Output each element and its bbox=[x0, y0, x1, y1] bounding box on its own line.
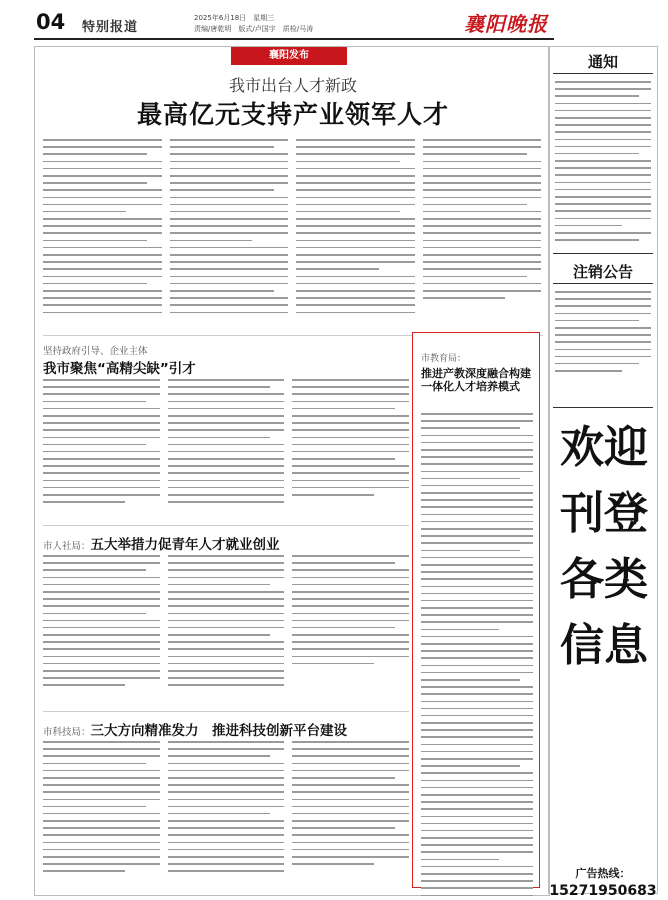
boxed-kicker: 市教育局： bbox=[421, 354, 467, 364]
article3-title: 五大举措力促青年人才就业创业 bbox=[90, 537, 280, 553]
article3-kicker: 市人社局： bbox=[43, 541, 91, 552]
issue-date: 2025年6月18日 星期三 bbox=[194, 14, 275, 22]
lead-body bbox=[43, 139, 541, 325]
newspaper-logo: 襄阳晚报 bbox=[464, 12, 548, 36]
article2-headline: 我市聚焦“高精尖缺”引才 bbox=[43, 361, 196, 377]
notice-body bbox=[555, 81, 651, 246]
article4-body bbox=[43, 741, 409, 891]
cancellation-body bbox=[555, 291, 651, 377]
article4-kicker: 市科技局： bbox=[43, 727, 91, 738]
divider bbox=[43, 711, 409, 712]
article4-title: 三大方向精准发力 推进科技创新平台建设 bbox=[90, 723, 348, 739]
page-header bbox=[34, 6, 554, 40]
page-number: 04 bbox=[36, 10, 66, 34]
ad-slogan: 欢迎刊登各类信息 bbox=[560, 422, 648, 671]
notice-title: 通知 bbox=[587, 53, 618, 71]
classified-column bbox=[548, 46, 658, 899]
ad-hotline-number: 15271950683 bbox=[549, 883, 657, 899]
boxed-article bbox=[412, 332, 540, 888]
section-name: 特别报道 bbox=[82, 20, 139, 35]
editor-line: 责编/唐乾明 版式/卢国宇 质检/马涛 bbox=[194, 25, 314, 33]
article2-body bbox=[43, 379, 409, 519]
article2-kicker: 坚持政府引导、企业主体 bbox=[43, 346, 148, 357]
lead-subtitle: 我市出台人才新政 bbox=[228, 76, 357, 95]
cancellation-title: 注销公告 bbox=[572, 263, 633, 281]
section-banner: 襄阳发布 bbox=[231, 47, 347, 65]
article3-headline bbox=[43, 533, 280, 553]
article4-headline bbox=[43, 719, 347, 739]
ad-hotline-label: 广告热线： bbox=[575, 867, 631, 880]
boxed-body bbox=[421, 413, 533, 900]
lead-headline: 最高亿元支持产业领军人才 bbox=[136, 100, 449, 129]
article3-body bbox=[43, 555, 409, 705]
divider bbox=[43, 525, 409, 526]
boxed-headline: 推进产教深度融合构建一体化人才培养模式 bbox=[421, 367, 531, 393]
